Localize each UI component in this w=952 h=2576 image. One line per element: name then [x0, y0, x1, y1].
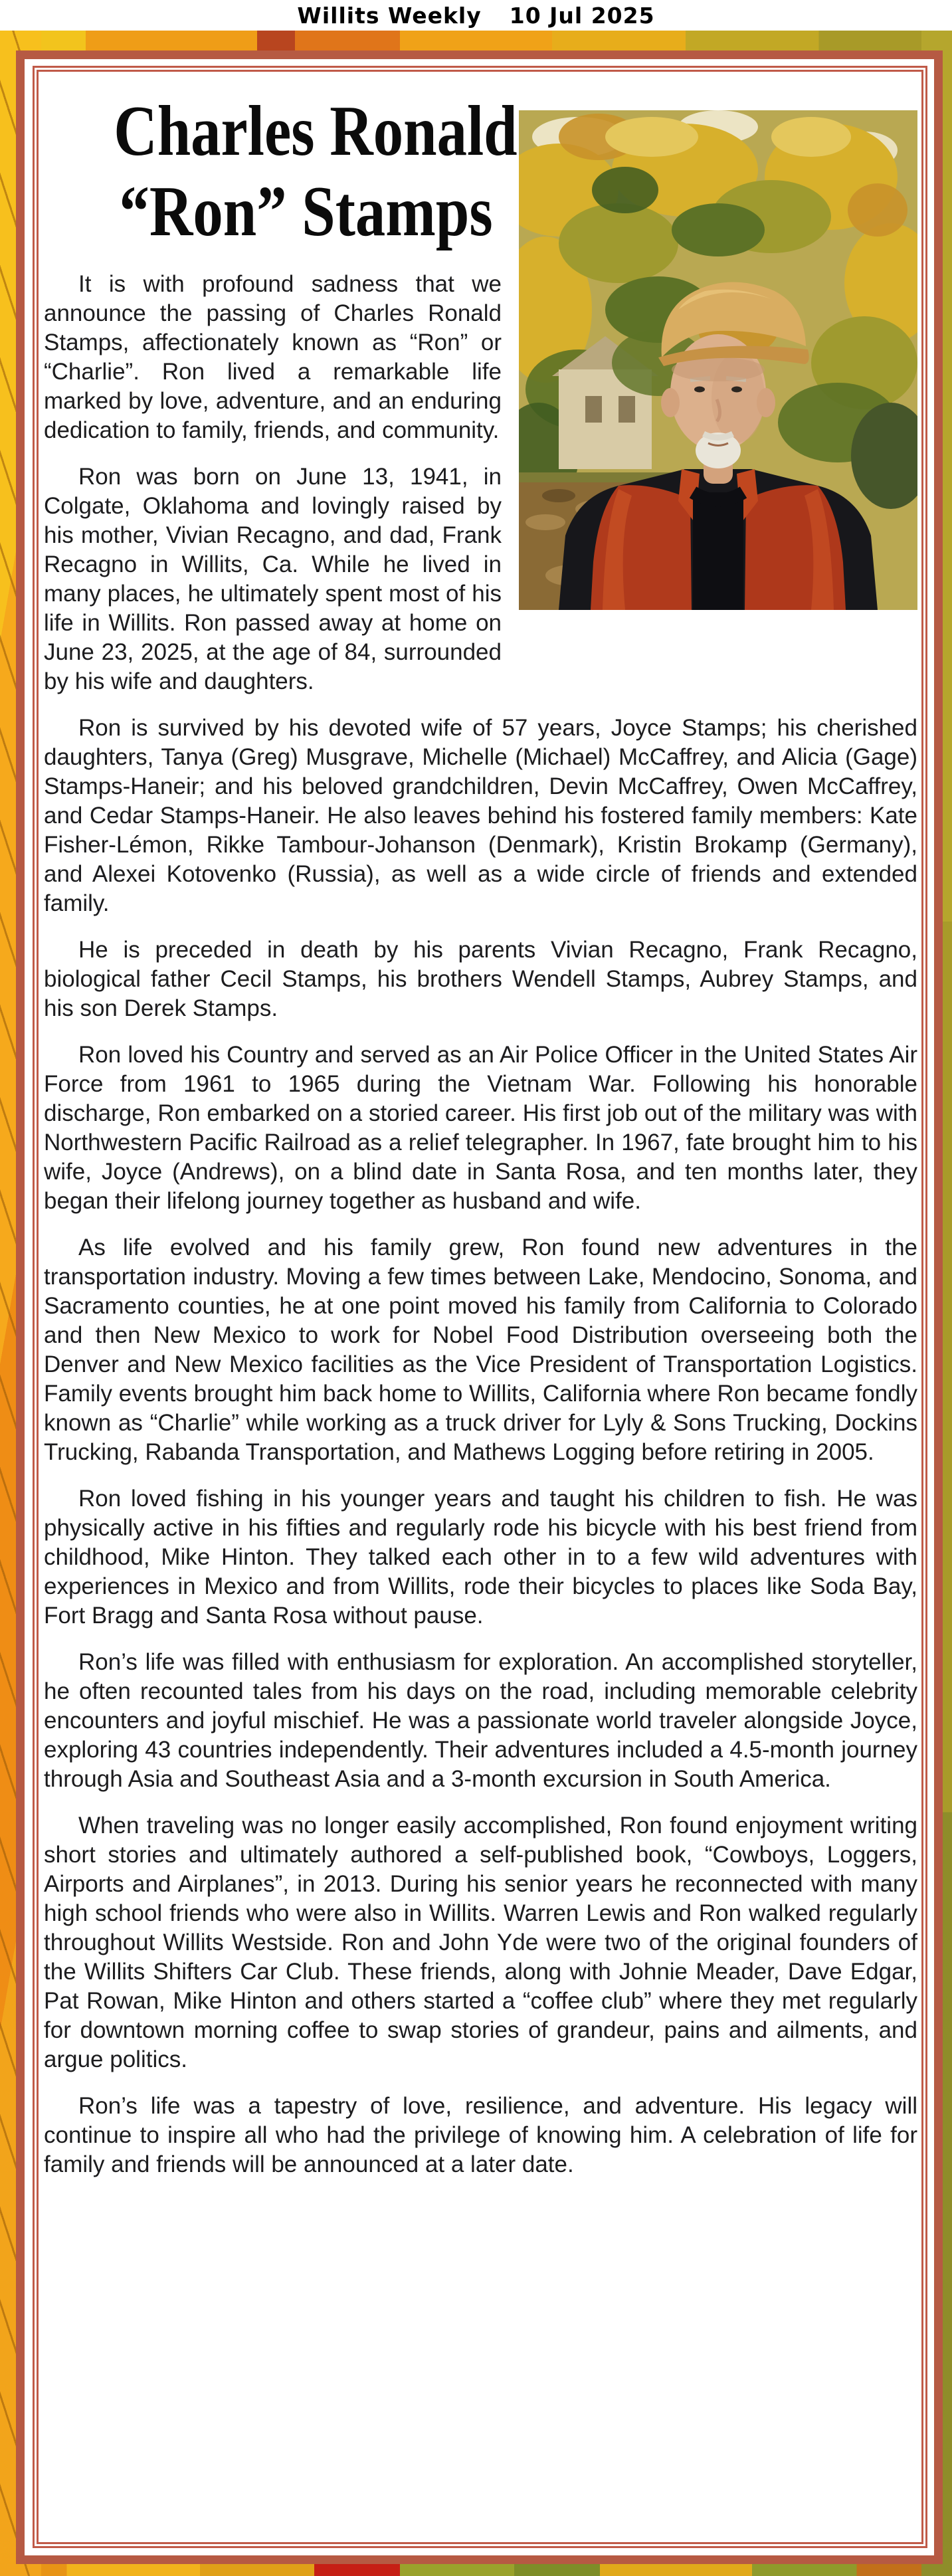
- double-rule-frame: [33, 66, 927, 2548]
- obituary-title-line2: “Ron” Stamps: [119, 171, 493, 251]
- obituary-paragraph: Ron is survived by his devoted wife of 57 years, Joyce Stamps; his cherished daughters, Tanya (Greg) Musgrave, Michelle (Michael) McCaffrey, and Alicia (Gage) Stamps-Haneir; and his beloved grandchildren, Devin McCaffrey, Owen McCaffrey, and Cedar Stamps-Haneir. He also leaves behind his fostered family members: Kate Fisher-Lémon, Rikke Tambour-Johanson (Denmark), Kristin Brokamp (Germany), and Alexei Kotovenko (Russia), as well as a wide circle of friends and extended family.: [44, 714, 917, 916]
- obituary-title-line1: Charles Ronald: [114, 92, 518, 171]
- obituary-paragraph: When traveling was no longer easily accomplished, Ron found enjoyment writing short stories and ultimately authored a self-published book, “Cowboys, Loggers, Airports and Airplanes”, in 2013. During his senior years he reconnected with many high school friends who were also in Willits. Warren Lewis and Ron walked regularly throughout Willits Westside. Ron and John Yde were two of the original founders of the Willits Shifters Car Club. These friends, along with Johnie Meader, Dave Edgar, Pat Rowan, Mike Hinton and others started a “coffee club” where they met regularly for downtown morning coffee to swap stories of grandeur, pains and ailments, and argue politics.: [44, 1812, 917, 2072]
- obituary-paragraph: Ron was born on June 13, 1941, in Colgate, Oklahoma and lovingly raised by his mother, Vivian Recagno, and dad, Frank Recagno in Willits, Ca. While he lived in many places, he ultimately spent most of his life in Willits. Ron passed away at home on June 23, 2025, at the age of 84, surrounded by his wife and daughters.: [44, 463, 502, 694]
- masthead: [0, 0, 952, 31]
- obituary-paragraph: Ron’s life was filled with enthusiasm for exploration. An accomplished storyteller, he often recounted tales from his days on the road, including memorable celebrity encounters and joyful mischief. He was a passionate world traveler alongside Joyce, exploring 43 countries independently. Their adventures included a 4.5-month journey through Asia and Southeast Asia and a 3-month excursion in South America.: [44, 1648, 917, 1792]
- obituary-paragraph: Ron’s life was a tapestry of love, resilience, and adventure. His legacy will continue to inspire all who had the privilege of knowing him. A celebration of life for family and friends will be announced at a later date.: [44, 2092, 917, 2177]
- brick-red-frame: [16, 50, 943, 2564]
- autumn-leaf-border: [0, 31, 952, 2576]
- obituary-paragraph: It is with profound sadness that we announce the passing of Charles Ronald Stamps, affectionately known as “Ron” or “Charlie”. Ron lived a remarkable life marked by love, adventure, and an enduring dedication to family, friends, and community.: [44, 270, 502, 443]
- obituary-paragraph: Ron loved his Country and served as an Air Police Officer in the United States Air Force from 1961 to 1965 during the Vietnam War. Following his honorable discharge, Ron embarked on a storied career. His first job out of the military was with Northwestern Pacific Railroad as a relief telegrapher. In 1967, fate brought him to his wife, Joyce (Andrews), on a blind date in Santa Rosa, and ten months later, they began their lifelong journey together as husband and wife.: [44, 1041, 917, 1214]
- issue-date: 10 Jul 2025: [509, 2, 655, 29]
- obituary-paragraph: Ron loved fishing in his younger years and taught his children to fish. He was physically active in his fifties and regularly rode his bicycle with his best friend from childhood, Mike Hinton. They talked each other in to a few wild adventures with experiences in Mexico and from Willits, rode their bicycles to places like Soda Bay, Fort Bragg and Santa Rosa without pause.: [44, 1485, 917, 1629]
- publication-name: Willits Weekly: [297, 2, 482, 29]
- obituary-paragraph: He is preceded in death by his parents Vivian Recagno, Frank Recagno, biological father Cecil Stamps, his brothers Wendell Stamps, Aubrey Stamps, and his son Derek Stamps.: [44, 936, 917, 1021]
- obituary-title: [44, 92, 917, 252]
- obituary-paragraph: As life evolved and his family grew, Ron found new adventures in the transportation industry. Moving a few times between Lake, Mendocino, Sonoma, and Sacramento counties, he at one point moved his family from California to Colorado and then New Mexico to work for Nobel Food Distribution overseeing both the Denver and New Mexico facilities as the Vice President of Transportation Logistics. Family events brought him back home to Willits, California where Ron became fondly known as “Charlie” while working as a truck driver for Lyly & Sons Trucking, Dockins Trucking, Rabanda Transportation, and Mathews Logging before retiring in 2005.: [44, 1234, 918, 1465]
- obituary-content: [39, 92, 921, 2179]
